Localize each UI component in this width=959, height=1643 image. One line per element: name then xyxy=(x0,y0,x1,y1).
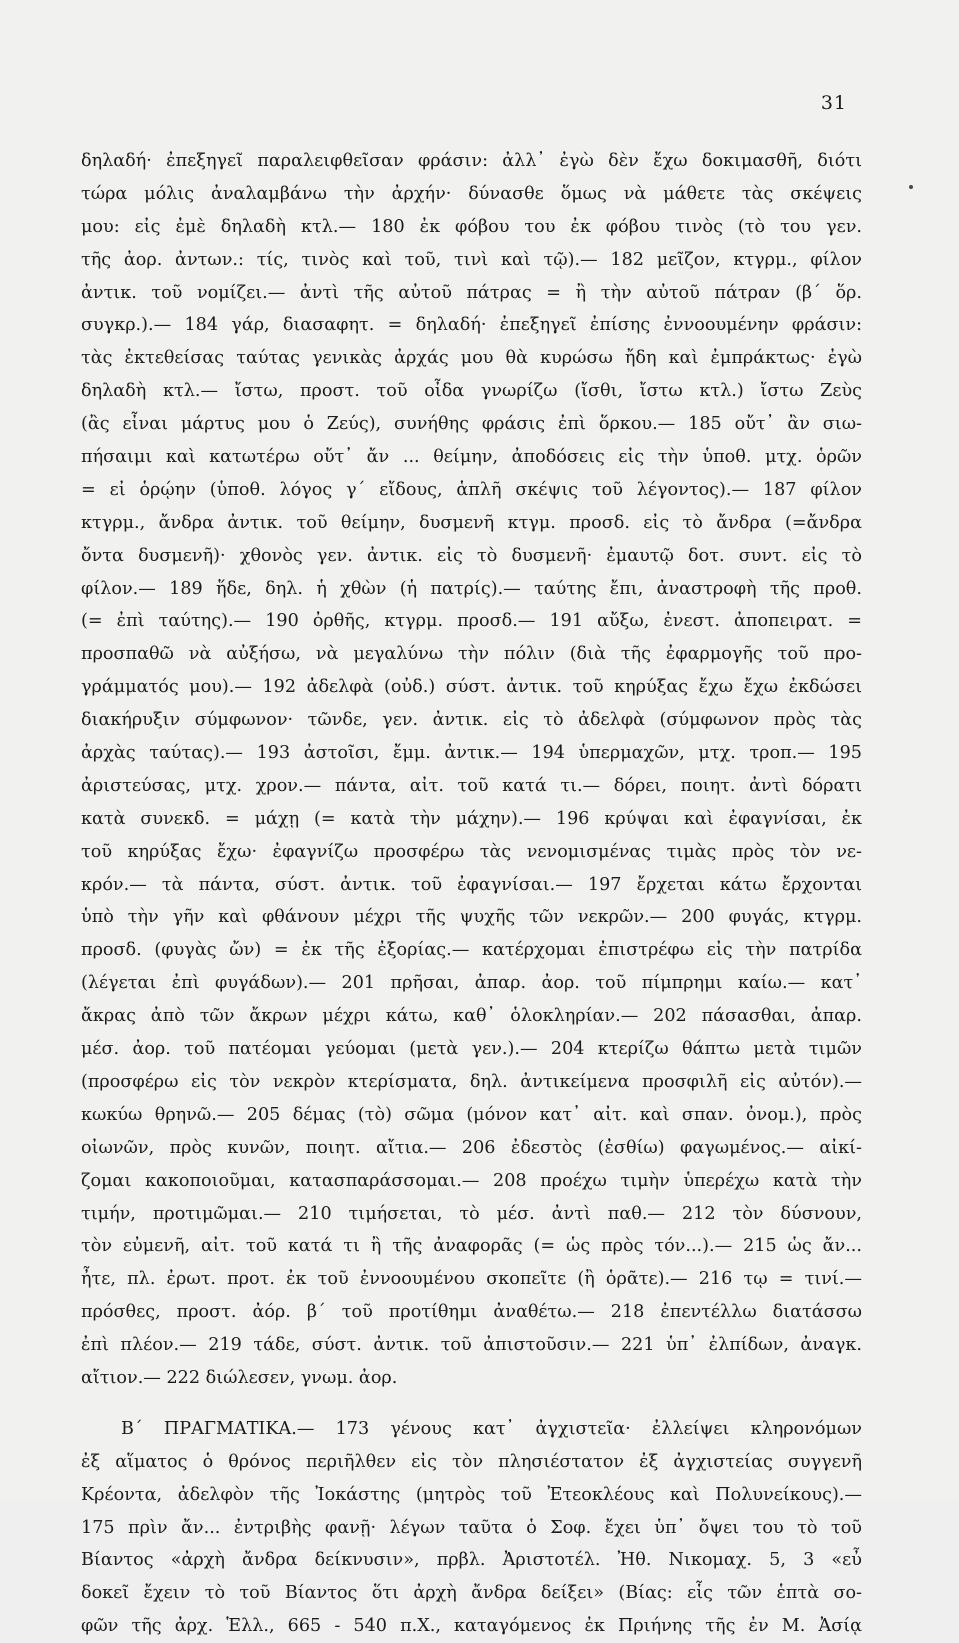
commentary-section xyxy=(81,145,862,1395)
text-line: δηλαδή· ἐπεξηγεῖ παραλειφθεῖσαν φράσιν: ἀλλ᾽ ἐγὼ δὲν ἔχω δοκιμασθῆ, διότι xyxy=(81,151,862,171)
page-number: 31 xyxy=(820,92,847,114)
section-heading-line: Β΄ ΠΡΑΓΜΑΤΙΚΑ.— 173 γένους κατ᾽ ἀγχιστεῖα· ἐλλείψει κληρονόμων xyxy=(121,1418,862,1439)
text-line: ἀριστεύσας, μτχ. χρον.— πάντα, αἰτ. τοῦ κατά τι.— δόρει, ποιητ. ἀντὶ δόρατι xyxy=(81,775,862,796)
text-line: διακήρυξιν σύμφωνον· τῶνδε, γεν. ἀντικ. εἰς τὸ ἀδελφὰ (σύμφωνον πρὸς τὰς xyxy=(81,710,862,731)
text-line: κτγρμ., ἄνδρα ἀντικ. τοῦ θείμην, δυσμενῆ κτγμ. προσδ. εἰς τὸ ἄνδρα (=ἄνδρα xyxy=(81,512,862,533)
text-line: οἰωνῶν, πρὸς κυνῶν, ποιητ. αἴτια.— 206 ἐδεστὸς (ἐσθίω) φαγωμένος.— αἰκί- xyxy=(81,1137,862,1158)
text-line: φίλον.— 189 ἥδε, δηλ. ἡ χθὼν (ἡ πατρίς).— ταύτης ἔπι, ἀναστροφὴ τῆς προθ. xyxy=(81,578,862,599)
text-line: ὑπὸ τὴν γῆν καὶ φθάνουν μέχρι τῆς ψυχῆς τῶν νεκρῶν.— 200 φυγάς, κτγρμ. xyxy=(81,907,862,928)
text-line: μου: εἰς ἐμὲ δηλαδὴ κτλ.— 180 ἐκ φόβου του ἐκ φόβου τινὸς (τὸ του γεν. xyxy=(81,216,862,237)
text-line: (= ἐπὶ ταύτης).— 190 ὀρθῆς, κτγρμ. προσδ.— 191 αὔξω, ἐνεστ. ἀποπειρατ. = xyxy=(81,611,862,632)
text-line: τιμήν, προτιμῶμαι.— 210 τιμήσεται, τὸ μέσ. ἀντὶ παθ.— 212 τὸν δύσνουν, xyxy=(81,1203,862,1224)
text-line: δοκεῖ ἔχειν τὸ τοῦ Βίαντος ὅτι ἀρχὴ ἄνδρα δείξει» (Βίας: εἷς τῶν ἑπτὰ σο- xyxy=(81,1583,862,1604)
text-line: ἀρχὰς ταύτας).— 193 ἀστοῖσι, ἔμμ. ἀντικ.— 194 ὑπερμαχῶν, μτχ. τροπ.— 195 xyxy=(81,743,862,764)
text-line: προσδ. (φυγὰς ὤν) = ἐκ τῆς ἐξορίας.— κατέρχομαι ἐπιστρέφω εἰς τὴν πατρίδα xyxy=(81,940,862,961)
text-line: (λέγεται ἐπὶ φυγάδων).— 201 πρῆσαι, ἀπαρ. ἀορ. τοῦ πίμπρημι καίω.— κατ᾽ xyxy=(81,973,862,994)
text-line: ἐξ αἵματος ὁ θρόνος περιῆλθεν εἰς τὸν πλησιέστατον ἐξ ἀγχιστείας συγγενῆ xyxy=(81,1451,862,1472)
text-line: ἐπὶ πλέον.— 219 τάδε, σύστ. ἀντικ. τοῦ ἀπιστοῦσιν.— 221 ὑπ᾽ ἐλπίδων, ἀναγκ. xyxy=(81,1335,862,1356)
text-line: τώρα μόλις ἀναλαμβάνω τὴν ἀρχήν· δύνασθε ὅμως νὰ μάθετε τὰς σκέψεις xyxy=(81,183,862,204)
text-line: πήσαιμι καὶ κατωτέρω οὔτ᾽ ἄν ... θείμην, ἀποδόσεις εἰς τὴν ὑποθ. μτχ. ὁρῶν xyxy=(81,447,862,468)
text-line: 175 πρὶν ἄν... ἐντριβὴς φανῇ· λέγων ταῦτα ὁ Σοφ. ἔχει ὑπ᾽ ὄψει του τὸ τοῦ xyxy=(81,1517,862,1538)
text-line: κατὰ συνεκδ. = μάχῃ (= κατὰ τὴν μάχην).— 196 κρύψαι καὶ ἐφαγνίσαι, ἐκ xyxy=(81,808,862,829)
text-line: Κρέοντα, ἀδελφὸν τῆς Ἰοκάστης (μητρὸς τοῦ Ἐτεοκλέους καὶ Πολυνείκους).— xyxy=(81,1484,862,1505)
text-line: (ἂς εἶναι μάρτυς μου ὁ Ζεύς), συνήθης φράσις ἐπὶ ὅρκου.— 185 οὔτ᾽ ἂν σιω- xyxy=(81,414,862,435)
text-line: = εἰ ὁρῴην (ὑποθ. λόγος γ΄ εἴδους, ἁπλῆ σκέψις τοῦ λέγοντος).— 187 φίλον xyxy=(81,479,862,500)
text-line: (προσφέρω εἰς τὸν νεκρὸν κτερίσματα, δηλ. ἀντικείμενα προσφιλῆ εἰς αὐτόν).— xyxy=(81,1071,862,1092)
text-line: ἦτε, πλ. ἐρωτ. προτ. ἐκ τοῦ ἐννοουμένου σκοπεῖτε (ἢ ὁρᾶτε).— 216 τῳ = τινί.— xyxy=(81,1269,862,1290)
text-line: αἴτιον.— 222 διώλεσεν, γνωμ. ἀορ. xyxy=(81,1367,398,1388)
section-spacer xyxy=(81,1395,862,1413)
text-line: συγκρ.).— 184 γάρ, διασαφητ. = δηλαδή· ἐπεξηγεῖ ἐπίσης ἐννοουμένην φράσιν: xyxy=(81,315,862,336)
text-line: ὄντα δυσμενῆ)· χθονὸς γεν. ἀντικ. εἰς τὸ δυσμενῆ· ἐμαυτῷ δοτ. συντ. εἰς τὸ xyxy=(81,545,862,566)
text-line: ζομαι κακοποιοῦμαι, κατασπαράσσομαι.— 208 προέχω τιμὴν ὑπερέχω κατὰ τὴν xyxy=(81,1170,862,1191)
text-line: τὰς ἐκτεθείσας ταύτας γενικὰς ἀρχάς μου θὰ κυρώσω ἤδη καὶ ἐμπράκτως· ἐγὼ xyxy=(81,348,862,369)
text-line: ἄκρας ἀπὸ τῶν ἄκρων μέχρι κάτω, καθ᾽ ὁλοκληρίαν.— 202 πάσασθαι, ἀπαρ. xyxy=(81,1006,862,1027)
text-line: κωκύω θρηνῶ.— 205 δέμας (τὸ) σῶμα (μόνον κατ᾽ αἰτ. καὶ σπαν. ὀνομ.), πρὸς xyxy=(81,1104,862,1125)
text-line: τὸν εὐμενῆ, αἰτ. τοῦ κατά τι ἢ τῆς ἀναφορᾶς (= ὡς πρὸς τόν...).— 215 ὡς ἄν... xyxy=(81,1236,862,1257)
page-body xyxy=(81,145,862,1643)
text-line: προσπαθῶ νὰ αὐξήσω, νὰ μεγαλύνω τὴν πόλιν (διὰ τῆς ἐφαρμογῆς τοῦ προ- xyxy=(81,644,862,665)
text-line: πρόσθες, προστ. ἀόρ. β΄ τοῦ προτίθημι ἀναθέτω.— 218 ἐπεντέλλω διατάσσω xyxy=(81,1302,862,1323)
pragmatika-section xyxy=(81,1413,862,1643)
text-line: μέσ. ἀορ. τοῦ πατέομαι γεύομαι (μετὰ γεν.).— 204 κτερίζω θάπτω μετὰ τιμῶν xyxy=(81,1039,862,1060)
text-line: τοῦ κηρύξας ἔχω· ἐφαγνίζω προσφέρω τὰς νενομισμένας τιμὰς πρὸς τὸν νε- xyxy=(81,841,862,862)
text-line: τῆς ἀορ. ἀντων.: τίς, τινὸς καὶ τοῦ, τινὶ καὶ τῷ).— 182 μεῖζον, κτγρμ., φίλον xyxy=(81,249,862,270)
text-line: Βίαντος «ἀρχὴ ἄνδρα δείκνυσιν», πρβλ. Ἀριστοτέλ. Ἠθ. Νικομαχ. 5, 3 «εὖ xyxy=(81,1550,862,1571)
text-line: δηλαδὴ κτλ.— ἴστω, προστ. τοῦ οἶδα γνωρίζω (ἴσθι, ἴστω κτλ.) ἴστω Ζεὺς xyxy=(81,381,862,402)
text-line: κρόν.— τὰ πάντα, σύστ. ἀντικ. τοῦ ἐφαγνίσαι.— 197 ἔρχεται κάτω ἔρχονται xyxy=(81,874,862,895)
text-line: γράμματός μου).— 192 ἀδελφὰ (οὐδ.) σύστ. ἀντικ. τοῦ κηρύξας ἔχω ἔχω ἐκδώσει xyxy=(81,677,862,698)
print-speck xyxy=(909,185,913,189)
text-line: ἀντικ. τοῦ νομίζει.— ἀντὶ τῆς αὐτοῦ πάτρας = ἢ τὴν αὐτοῦ πάτραν (β΄ ὅρ. xyxy=(81,282,862,303)
text-line: φῶν τῆς ἀρχ. Ἑλλ., 665 - 540 π.Χ., καταγόμενος ἐκ Πριήνης τῆς ἐν Μ. Ἀσίᾳ xyxy=(81,1616,862,1637)
